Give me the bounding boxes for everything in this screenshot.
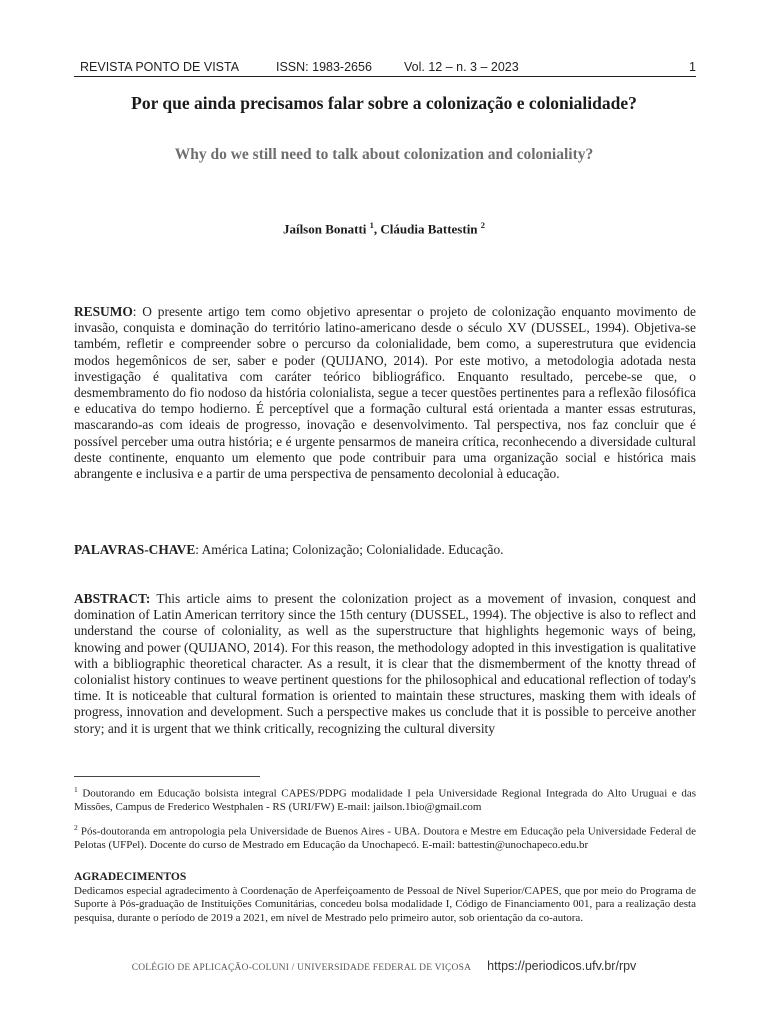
footer-institution: COLÉGIO DE APLICAÇÃO-COLUNI / UNIVERSIDADE FEDERAL DE VIÇOSA [131, 963, 472, 973]
footnote-text: Pós-doutoranda em antropologia pela Universidade de Buenos Aires - UBA. Doutora e Mestre em Educação pela Universidade Federal de Pelotas (UFPel). Docente do curso de Mestrado em Educação da Unochapecó. E-mail: battestin@unochapeco.edu.br [74, 825, 696, 852]
author-name: Cláudia Battestin [380, 221, 478, 237]
footnote-mark: 1 [74, 785, 78, 794]
footnote-2 [74, 821, 696, 853]
article-subtitle: Why do we still need to talk about colonization and coloniality? [174, 146, 594, 163]
resumo-text: : O presente artigo tem como objetivo apresentar o projeto de colonização enquanto movimento de invasão, conquista e dominação do território latino-americano desde o século XV (DUSSEL, 1994). Objetiva-se também, refletir e compreender sobre o percurso da colonialidade, bem como, a superestrutura que evidencia modos hegemônicos de ser, saber e poder (QUIJANO, 2014). Por este motivo, a metodologia adotada nesta investigação é qualitativa com caráter teórico bibliográfico. Enquanto resultado, percebe-se que, o desmembramento do fio nodoso da história colonialista, segue a tecer questões pertinentes para a reflexão filosófica e educativa do tempo hodierno. É perceptível que a formação cultural está orientada a manter essas estruturas, mascarando-as com ideais de progresso, inovação e desenvolvimento. Tal perspectiva, nos faz concluir que é possível perceber uma outra história; e é urgente pensarmos de maneira crítica, reconhecendo a diversidade cultural deste continente, enquanto um elemento que pode contribuir para uma organização social e histórica mais abrangente e inclusiva e a partir de uma perspectiva de pensamento decolonial à educação. [74, 304, 696, 482]
footnote-divider [74, 776, 260, 777]
acknowledgements [74, 871, 696, 925]
footnote-text: Doutorando em Educação bolsista integral CAPES/PDPG modalidade I pela Universidade Regional Integrada do Alto Uruguai e das Missões, Campus de Frederico Westphalen - RS (URI/FW) E-mail: jailson.1bio@gmail.com [74, 787, 696, 814]
resumo-label: RESUMO [74, 304, 133, 319]
abstract-paragraph [74, 591, 696, 737]
acknowledgements-title: AGRADECIMENTOS [74, 871, 187, 883]
abstract-text: This article aims to present the colonization project as a movement of invasion, conquest and domination of Latin American territory since the 15th century (DUSSEL, 1994). The objective is also to reflect and understand the course of coloniality, as well as the superstructure that highlights hegemonic ways of being, knowing and power (QUIJANO, 2014). For this reason, the methodology adopted in this investigation is qualitative with a bibliographic theoretical character. As a result, it is clear that the dismemberment of the knotty thread of colonialist history continues to weave pertinent questions for the philosophical and educational reflection of today's time. It is noticeable that cultural formation is oriented to maintain these structures, masking them with ideals of progress, innovation and development. Such a perspective makes us conclude that it is possible to perceive another story; and it is urgent that we think critically, recognizing the cultural diversity [74, 591, 696, 736]
abstract-label: ABSTRACT: [74, 591, 151, 606]
keywords-text: : América Latina; Colonização; Colonialidade. Educação. [195, 542, 504, 557]
footer-url-link[interactable]: https://periodicos.ufv.br/rpv [487, 959, 637, 973]
author-separator: , [373, 221, 381, 237]
issn: ISSN: 1983-2656 [276, 60, 372, 74]
running-header [74, 60, 696, 77]
author-name: Jaílson Bonatti [282, 221, 367, 237]
author-footnote-mark: 1 [369, 220, 374, 230]
page-number: 1 [689, 60, 696, 74]
volume-issue: Vol. 12 – n. 3 – 2023 [404, 60, 519, 74]
resumo-paragraph [74, 304, 696, 482]
page-footer [40, 957, 728, 975]
keywords-label: PALAVRAS-CHAVE [74, 542, 196, 557]
article-title: Por que ainda precisamos falar sobre a colonização e colonialidade? [131, 93, 637, 113]
keywords-paragraph [74, 542, 696, 558]
acknowledgements-text: Dedicamos especial agradecimento à Coordenação de Aperfeiçoamento de Pessoal de Nível Superior/CAPES, que por meio do Programa de Suporte à Pós-graduação de Instituições Comunitárias, concedeu bolsa modalidade I, Código de Financiamento 001, para a realização desta pesquisa, durante o período de 2019 a 2021, em nível de Mestrado pelo primeiro autor, sob orientação da co-autora. [74, 884, 696, 924]
journal-name: REVISTA PONTO DE VISTA [80, 60, 240, 74]
footnote-mark: 2 [74, 823, 78, 832]
author-list [40, 220, 728, 237]
author-footnote-mark: 2 [480, 220, 486, 230]
footnote-1 [74, 783, 696, 815]
